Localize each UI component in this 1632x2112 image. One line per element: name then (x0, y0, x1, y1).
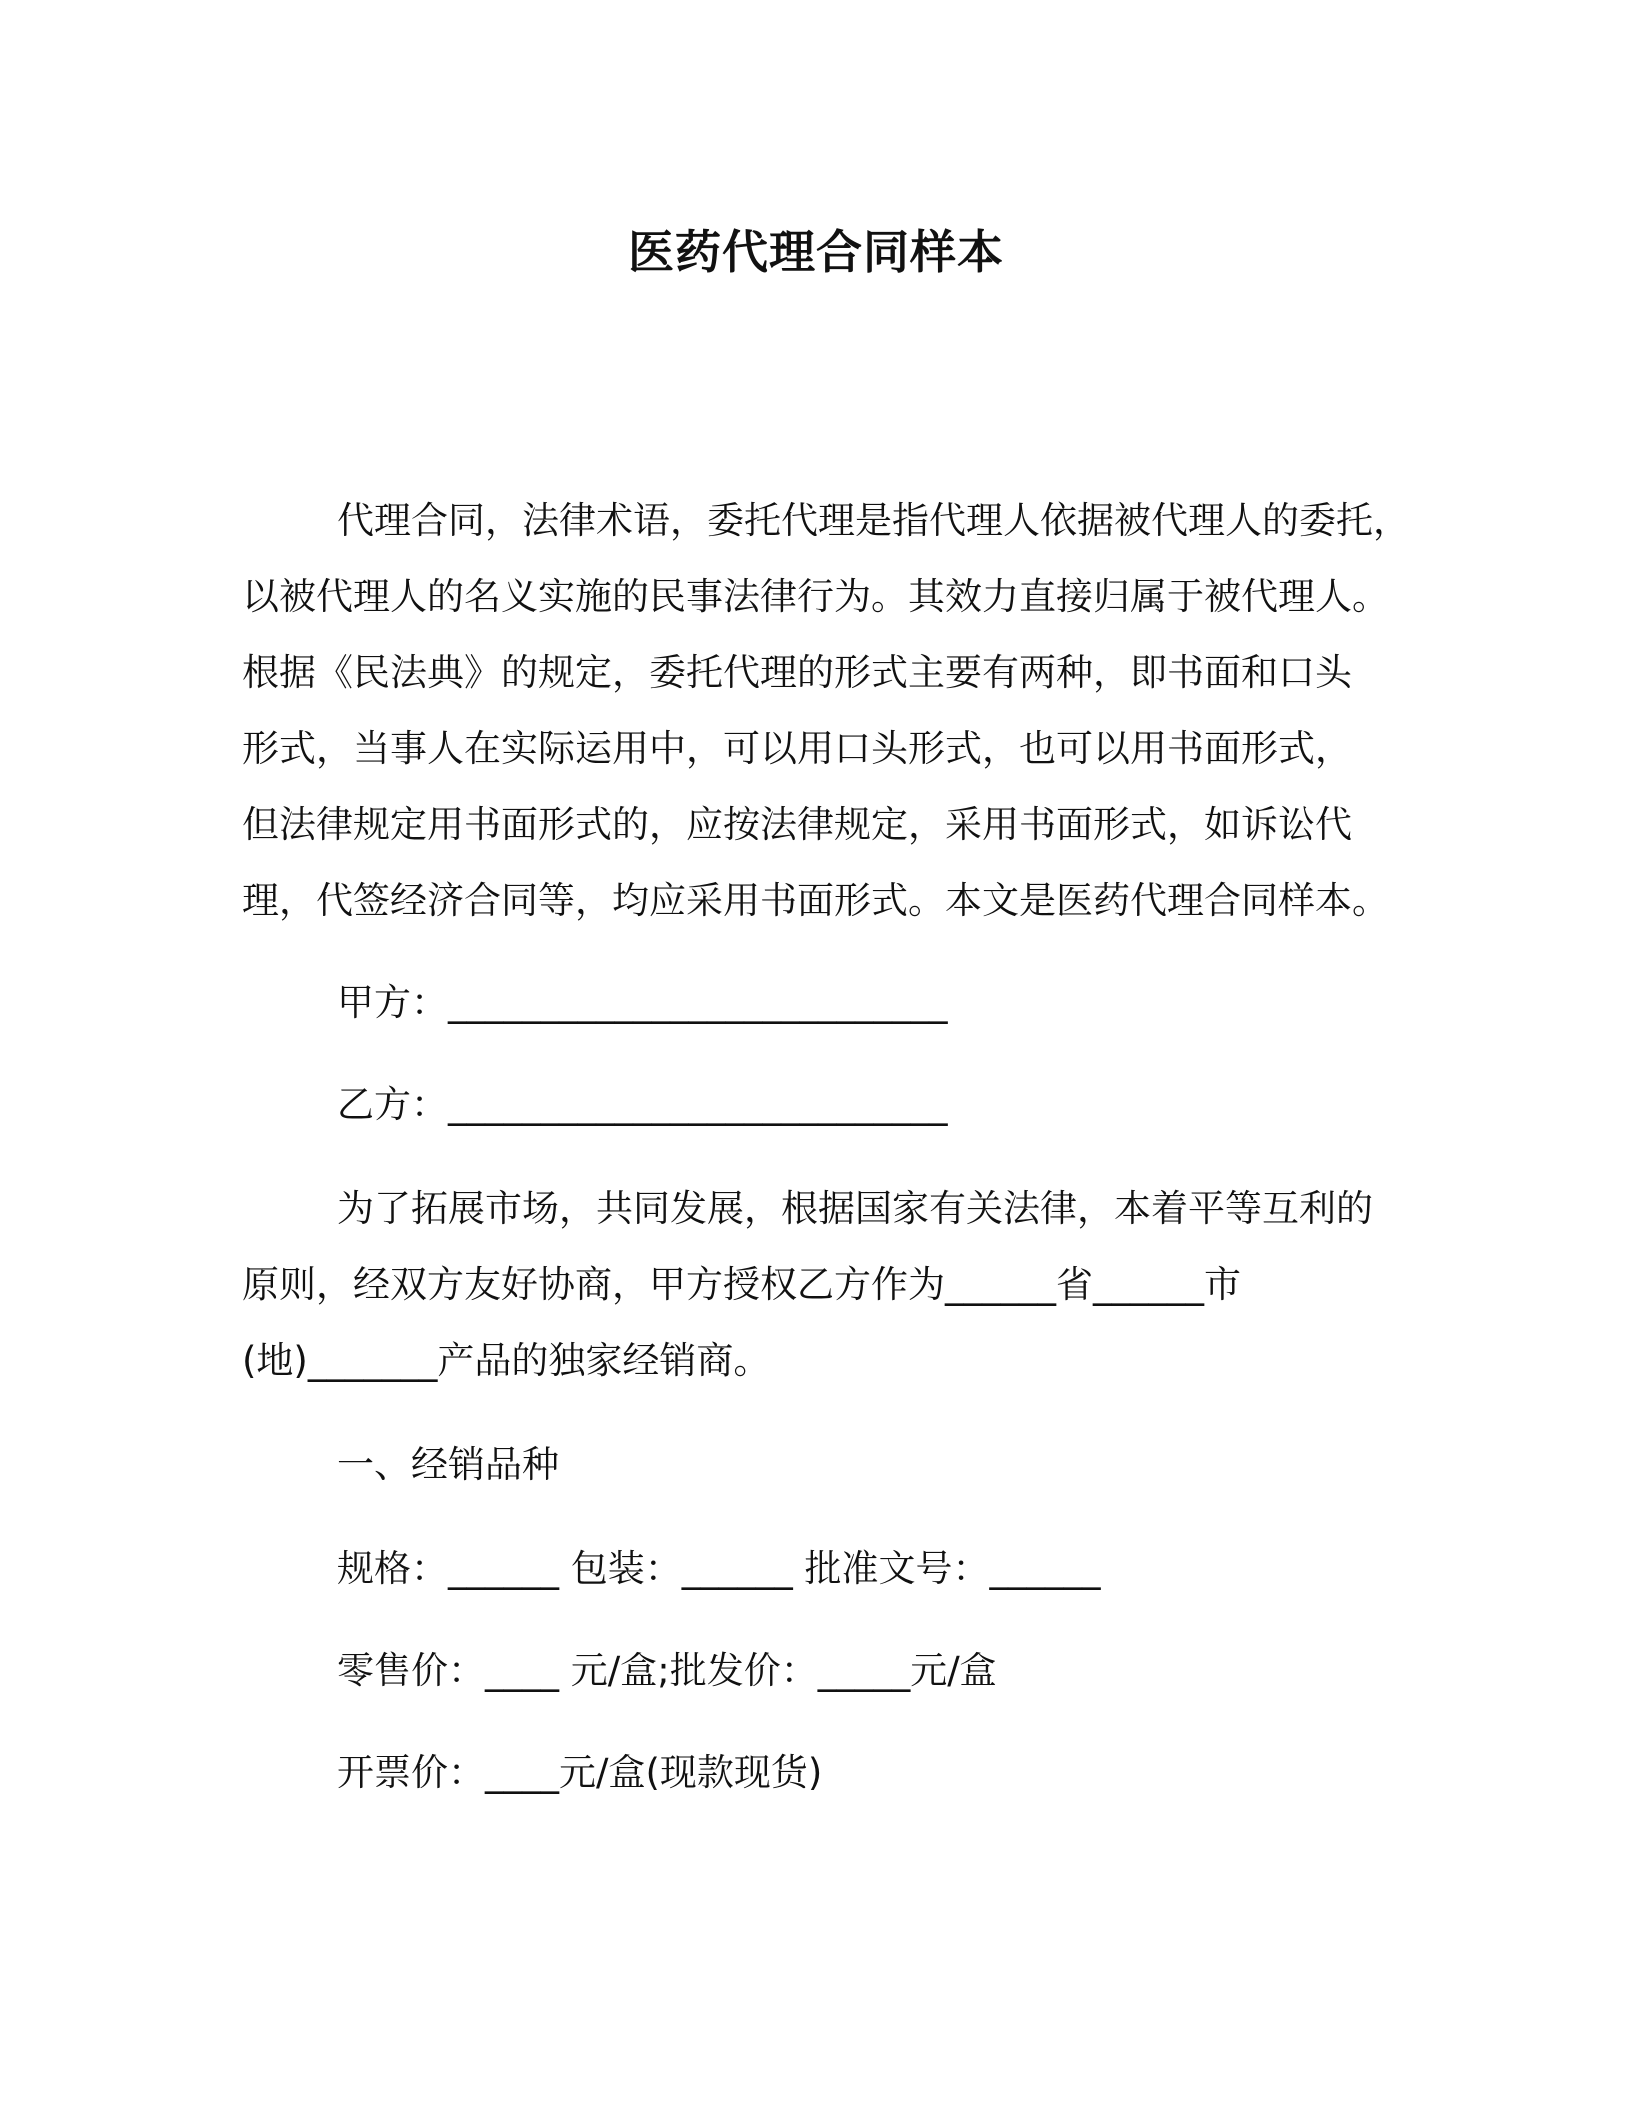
purpose-line-1: 为了拓展市场，共同发展，根据国家有关法律，本着平等互利的 (337, 1187, 1373, 1230)
intro-line-2: 以被代理人的名义实施的民事法律行为。其效力直接归属于被代理人。 (242, 575, 1389, 618)
document-title: 医药代理合同样本 (628, 225, 1004, 279)
intro-line-4: 形式，当事人在实际运用中，可以用口头形式，也可以用书面形式， (242, 727, 1352, 770)
party-b-field: 乙方：___________________________ (337, 1083, 948, 1126)
party-a-field: 甲方：___________________________ (337, 981, 948, 1024)
intro-line-1: 代理合同，法律术语，委托代理是指代理人依据被代理人的委托， (337, 499, 1410, 542)
invoice-price-line: 开票价：____元/盒(现款现货) (337, 1751, 823, 1794)
price-line: 零售价：____ 元/盒;批发价：_____元/盒 (337, 1649, 997, 1692)
intro-line-6: 理，代签经济合同等，均应采用书面形式。本文是医药代理合同样本。 (242, 879, 1389, 922)
intro-line-3: 根据《民法典》的规定，委托代理的形式主要有两种，即书面和口头 (242, 651, 1352, 694)
spec-line: 规格：______ 包装：______ 批准文号：______ (337, 1547, 1101, 1590)
purpose-line-2: 原则，经双方友好协商，甲方授权乙方作为______省______市 (242, 1263, 1241, 1306)
purpose-line-3: (地)_______产品的独家经销商。 (242, 1339, 771, 1382)
section-1-heading: 一、经销品种 (337, 1443, 559, 1486)
intro-line-5: 但法律规定用书面形式的，应按法律规定，采用书面形式，如诉讼代 (242, 803, 1352, 846)
